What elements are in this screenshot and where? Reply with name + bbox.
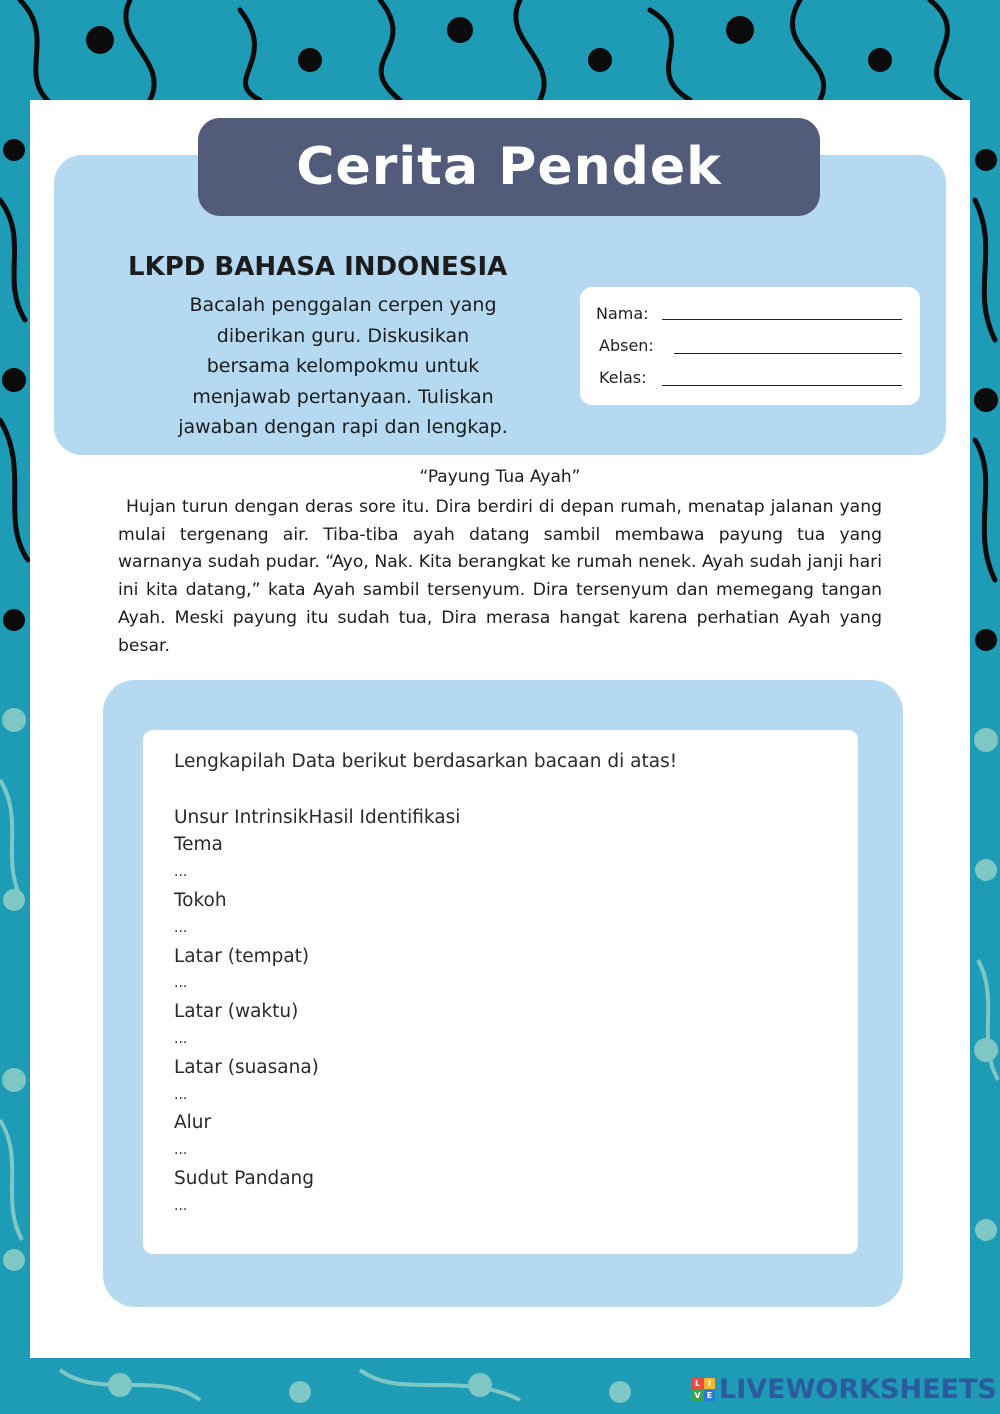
name-label: Nama:: [596, 304, 649, 323]
intrinsic-element-label: Tokoh: [174, 889, 227, 911]
answer-field[interactable]: ...: [174, 1030, 188, 1047]
logo-mark-icon: [692, 1378, 715, 1401]
logo-mark-letter: E: [704, 1390, 715, 1401]
table-header: Unsur IntrinsikHasil Identifikasi: [174, 806, 461, 828]
class-label: Kelas:: [599, 368, 647, 387]
story-text: Hujan turun dengan deras sore itu. Dira berdiri di depan rumah, menatap jalanan yang mulai tergenang air. Tiba-tiba ayah datang sambil membawa payung tua yang warnanya sudah pudar. “Ayo, Nak. Kita berangkat ke rumah nenek. Ayah sudah janji hari ini kita datang,” kata Ayah sambil tersenyum. Dira tersenyum dan memegang tangan Ayah. Meski payung itu sudah tua, Dira merasa hangat karena perhatian Ayah yang besar.: [118, 497, 882, 656]
instruction-line: Bacalah penggalan cerpen yang: [189, 294, 497, 316]
answer-field[interactable]: ...: [174, 1142, 188, 1159]
subject-heading: LKPD BAHASA INDONESIA: [128, 252, 508, 282]
instruction-line: diberikan guru. Diskusikan: [216, 324, 470, 347]
task-content: [174, 748, 834, 1221]
task-prompt: Lengkapilah Data berikut berdasarkan bacaan di atas!: [174, 751, 678, 772]
answer-field[interactable]: ...: [174, 919, 188, 936]
answer-field[interactable]: ...: [174, 975, 188, 992]
intrinsic-element-label: Latar (waktu): [174, 1001, 299, 1023]
answer-field[interactable]: ...: [174, 1086, 188, 1103]
intrinsic-element-label: Latar (suasana): [174, 1056, 319, 1078]
number-field[interactable]: [674, 353, 902, 354]
logo-mark-letter: I: [704, 1378, 715, 1389]
logo-mark-letter: L: [692, 1378, 703, 1389]
answer-field[interactable]: ...: [174, 1197, 188, 1214]
intrinsic-element-label: Tema: [174, 834, 223, 856]
intrinsic-element-label: Latar (tempat): [174, 945, 310, 967]
liveworksheets-logo: [692, 1374, 997, 1404]
logo-text: LIVEWORKSHEETS: [719, 1373, 997, 1405]
instruction-line: bersama kelompokmu untuk: [206, 355, 480, 377]
intrinsic-element-label: Sudut Pandang: [174, 1167, 315, 1189]
story-title: “Payung Tua Ayah”: [419, 467, 581, 487]
instruction-line: jawaban dengan rapi dan lengkap.: [178, 416, 508, 438]
answer-field[interactable]: ...: [174, 864, 188, 881]
number-label: Absen:: [599, 336, 654, 355]
logo-mark-letter: V: [692, 1390, 703, 1401]
instructions: [138, 290, 548, 443]
instruction-line: menjawab pertanyaan. Tuliskan: [192, 385, 494, 408]
page-title: Cerita Pendek: [198, 118, 820, 216]
spacer: [174, 776, 834, 804]
intrinsic-element-label: Alur: [174, 1112, 212, 1134]
student-id-card: [580, 287, 920, 405]
name-field[interactable]: [662, 319, 902, 320]
class-field[interactable]: [662, 385, 902, 386]
